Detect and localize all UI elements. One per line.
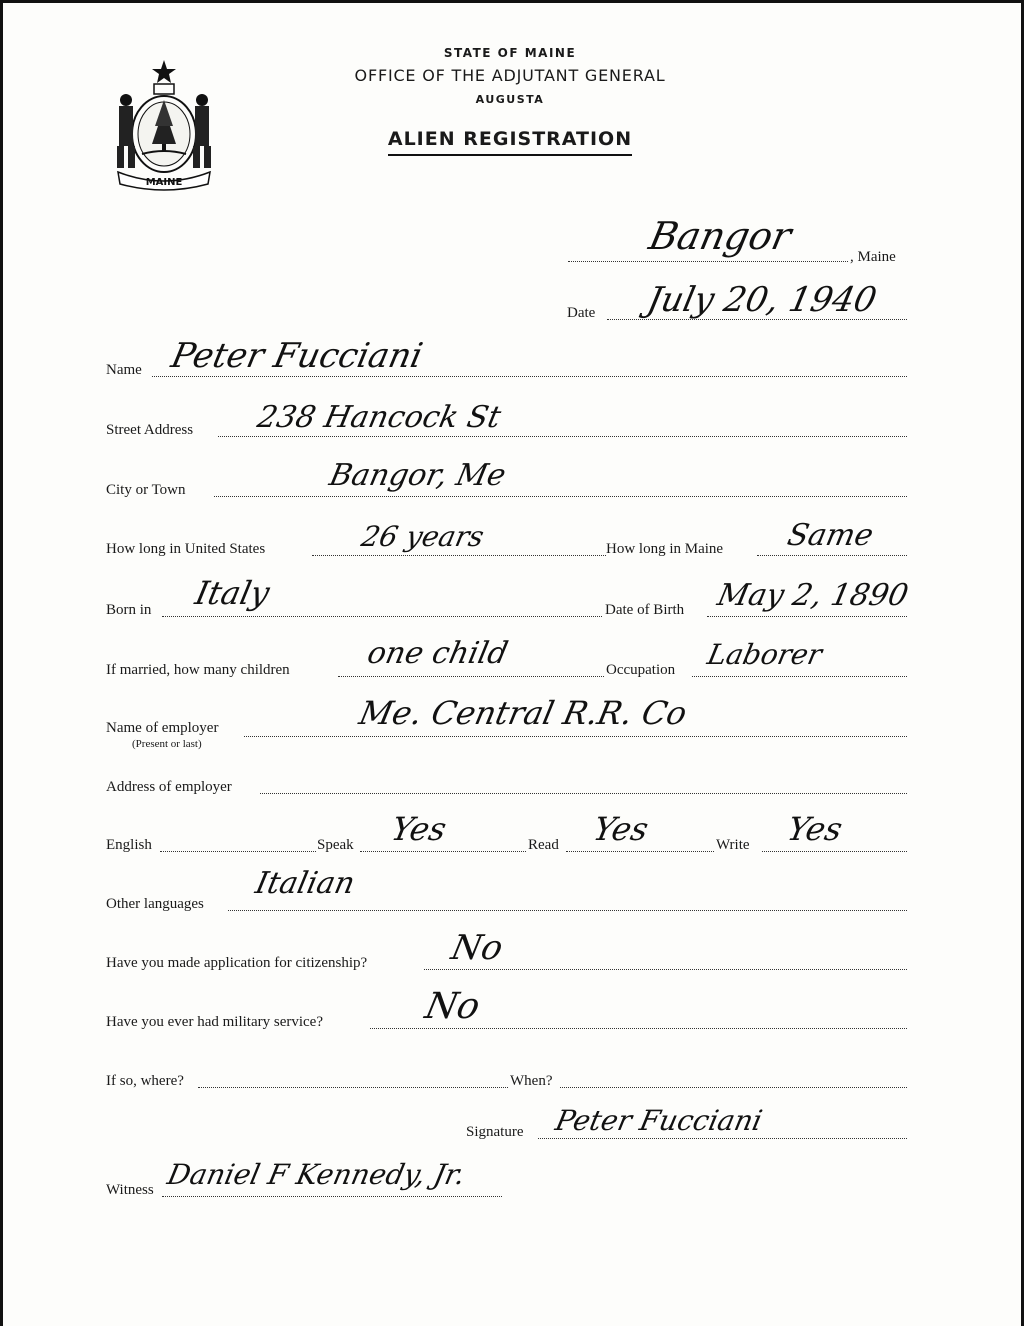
employer-sub-label: (Present or last) xyxy=(132,738,202,750)
signature-value: Peter Fucciani xyxy=(552,1104,766,1137)
born-line xyxy=(162,616,602,617)
employer-address-label: Address of employer xyxy=(106,779,232,795)
scan-border-left xyxy=(0,0,3,1326)
city-line xyxy=(214,496,907,497)
write-label: Write xyxy=(716,837,750,853)
when-line xyxy=(560,1087,907,1088)
military-value: No xyxy=(421,986,484,1027)
name-value: Peter Fucciani xyxy=(167,336,427,376)
place-value: Bangor xyxy=(645,214,796,258)
military-label: Have you ever had military service? xyxy=(106,1014,323,1030)
witness-label: Witness xyxy=(106,1182,154,1198)
where-label: If so, where? xyxy=(106,1073,184,1089)
where-line xyxy=(198,1087,508,1088)
children-label: If married, how many children xyxy=(106,662,290,678)
scan-border-top xyxy=(0,0,1024,3)
dob-label: Date of Birth xyxy=(605,602,685,618)
form-title: ALIEN REGISTRATION xyxy=(388,128,632,156)
how-long-maine-value: Same xyxy=(784,518,877,553)
place-line xyxy=(568,261,848,262)
citizenship-value: No xyxy=(447,928,507,968)
children-value: one child xyxy=(364,636,511,671)
citizenship-label: Have you made application for citizenship? xyxy=(106,955,368,971)
city-value: Bangor, Me xyxy=(326,458,509,493)
speak-label: Speak xyxy=(317,837,354,853)
employer-line xyxy=(244,736,907,737)
maine-state-seal xyxy=(108,56,220,192)
write-line xyxy=(762,851,907,852)
maine-suffix: , Maine xyxy=(850,249,896,265)
dob-line xyxy=(707,616,907,617)
svg-text:MAINE: MAINE xyxy=(145,177,183,188)
street-label: Street Address xyxy=(106,422,194,438)
citizenship-line xyxy=(424,969,907,970)
write-value: Yes xyxy=(783,810,846,848)
read-line xyxy=(566,851,714,852)
signature-label: Signature xyxy=(466,1124,524,1140)
english-label: English xyxy=(106,837,152,853)
how-long-us-label: How long in United States xyxy=(106,541,266,557)
how-long-us-line xyxy=(312,555,606,556)
header-state: STATE OF MAINE xyxy=(443,46,577,60)
name-line xyxy=(152,376,907,377)
dob-value: May 2, 1890 xyxy=(714,578,912,613)
english-line xyxy=(160,851,316,852)
read-label: Read xyxy=(528,837,559,853)
employer-label: Name of employer xyxy=(106,720,219,736)
witness-value: Daniel F Kennedy, Jr. xyxy=(164,1158,469,1191)
witness-line xyxy=(162,1196,502,1197)
other-languages-line xyxy=(228,910,907,911)
signature-line xyxy=(538,1138,907,1139)
occupation-line xyxy=(692,676,907,677)
when-label: When? xyxy=(510,1073,553,1089)
header-city: AUGUSTA xyxy=(475,93,545,106)
how-long-us-value: 26 years xyxy=(358,520,487,553)
other-languages-value: Italian xyxy=(252,866,358,901)
letterhead xyxy=(300,46,720,156)
read-value: Yes xyxy=(589,810,652,848)
date-value: July 20, 1940 xyxy=(643,280,881,320)
speak-line xyxy=(360,851,526,852)
employer-address-line xyxy=(260,793,907,794)
military-line xyxy=(370,1028,907,1029)
how-long-maine-label: How long in Maine xyxy=(606,541,724,557)
street-value: 238 Hancock St xyxy=(254,400,504,435)
occupation-value: Laborer xyxy=(704,638,825,671)
name-label: Name xyxy=(106,362,142,378)
date-label: Date xyxy=(567,305,596,321)
city-label: City or Town xyxy=(106,482,186,498)
born-label: Born in xyxy=(106,602,152,618)
born-value: Italy xyxy=(191,574,273,612)
speak-value: Yes xyxy=(387,810,450,848)
how-long-maine-line xyxy=(757,555,907,556)
other-languages-label: Other languages xyxy=(106,896,204,912)
children-line xyxy=(338,676,604,677)
employer-value: Me. Central R.R. Co xyxy=(355,694,691,732)
header-office: OFFICE OF THE ADJUTANT GENERAL xyxy=(354,66,666,85)
occupation-label: Occupation xyxy=(606,662,676,678)
street-line xyxy=(218,436,907,437)
